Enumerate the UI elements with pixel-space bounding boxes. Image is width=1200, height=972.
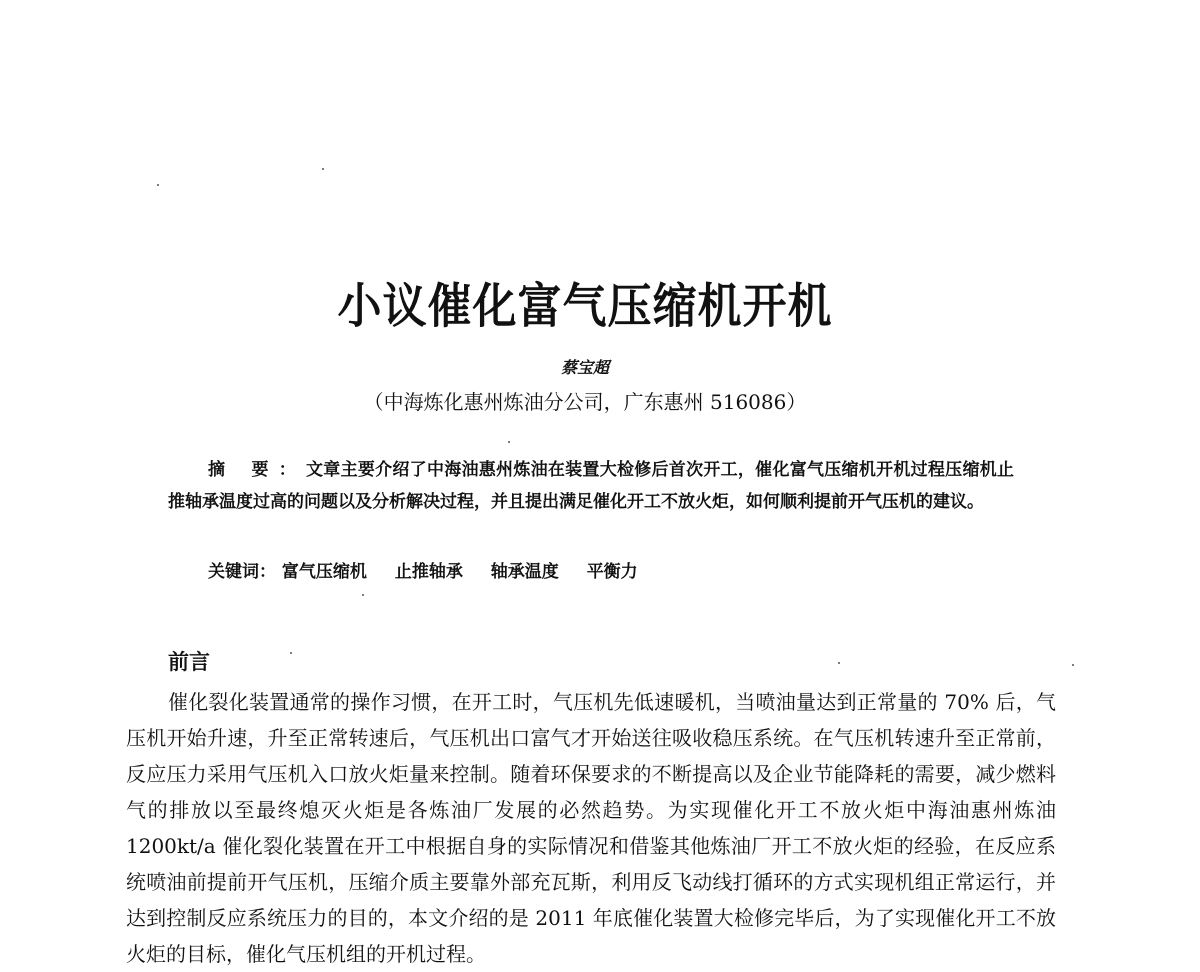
keyword-item: 平衡力 [586,562,638,582]
scan-speck [1072,664,1074,666]
abstract [168,454,1014,518]
abstract-text: 文章主要介绍了中海油惠州炼油在装置大检修后首次开工，催化富气压缩机开机过程压缩机止推轴承温度过高的问题以及分析解决过程，并且提出满足催化开工不放火炬，如何顺利提前开气压机的建议。 [168,460,1015,512]
scan-speck [838,662,840,664]
scan-speck [362,594,364,596]
scan-speck [290,652,292,654]
keyword-item: 富气压缩机 [281,562,367,582]
paper-title: 小议催化富气压缩机开机 [337,279,833,335]
scan-speck [157,184,159,186]
keyword-item: 止推轴承 [394,562,463,582]
keywords-label: 关键词： [208,562,276,582]
author-affiliation: （中海炼化惠州炼油分公司，广东惠州 516086） [363,390,807,414]
keywords [208,557,660,582]
keyword-item: 轴承温度 [490,562,559,582]
abstract-label: 摘 要： [208,460,307,480]
scan-speck [322,168,324,170]
scan-speck [508,441,510,443]
section-paragraph: 催化裂化装置通常的操作习惯，在开工时，气压机先低速暖机，当喷油量达到正常量的 70% 后，气压机开始升速，升至正常转速后，气压机出口富气才开始送往吸收稳压系统。在气压机转速升至正常前，反应压力采用气压机入口放火炬量来控制。随着环保要求的不断提高以及企业节能降耗的需要，减少燃料气的排放以至最终熄灭火炬是各炼油厂发展的必然趋势。为实现催化开工不放火炬中海油惠州炼油 1200kt/a 催化裂化装置在开工中根据自身的实际情况和借鉴其他炼油厂开工不放火炬的经验，在反应系统喷油前提前开气压机，压缩介质主要靠外部充瓦斯，利用反飞动线打循环的方式实现机组正常运行，并达到控制反应系统压力的目的，本文介绍的是 2011 年底催化装置大检修完毕后，为了实现催化开工不放火炬的目标，催化气压机组的开机过程。 [126,690,1056,966]
section-heading: 前言 [168,650,210,674]
author-name: 蔡宝超 [560,358,609,377]
